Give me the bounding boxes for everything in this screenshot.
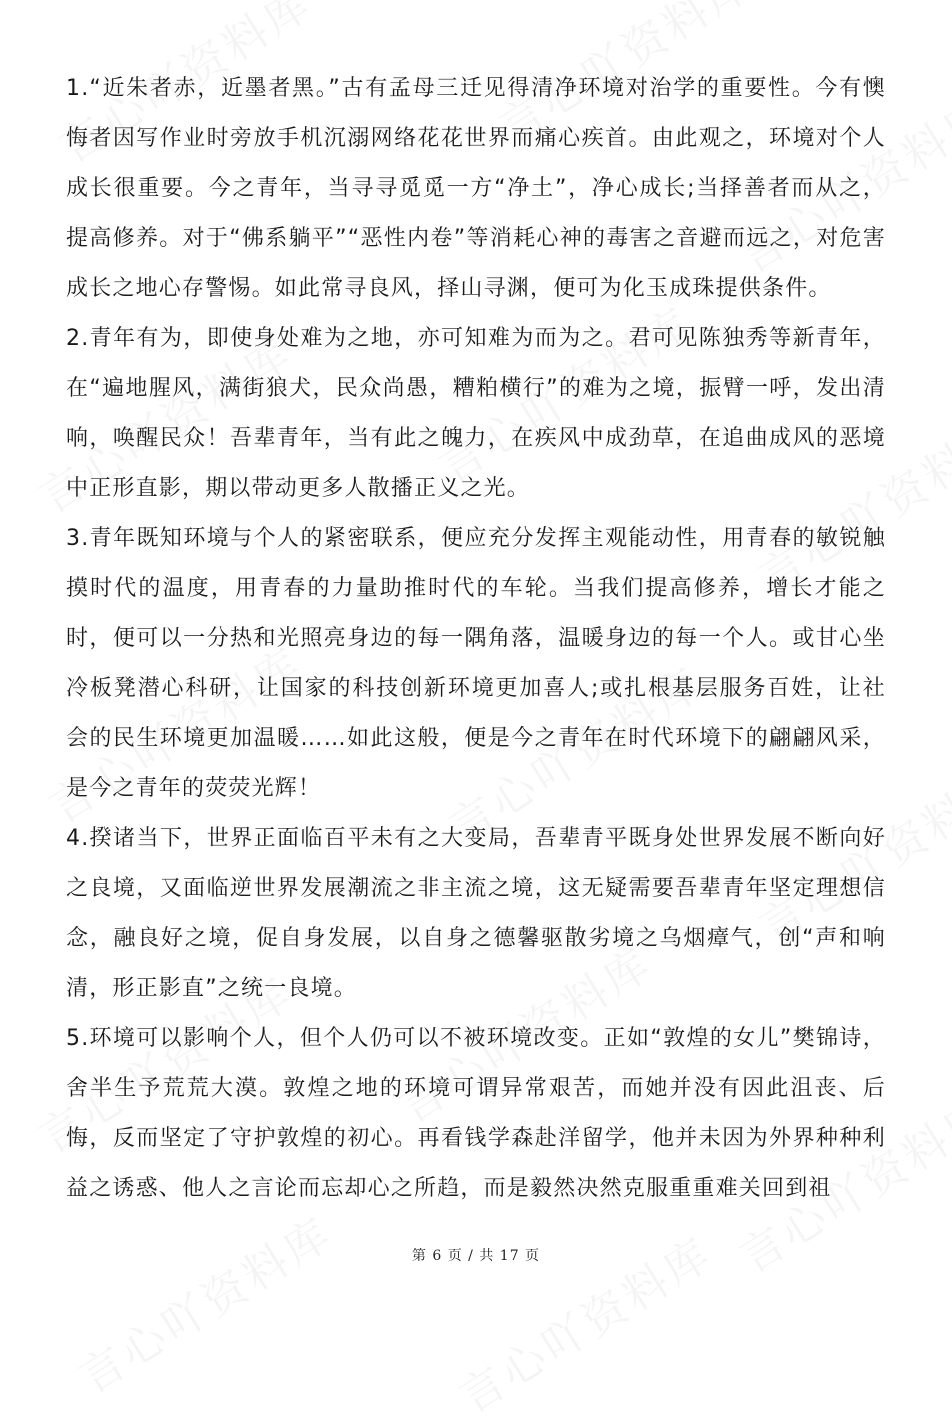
paragraph-5: 5.环境可以影响个人，但个人仍可以不被环境改变。正如“敦煌的女儿”樊锦诗，舍半生予荒荒大漠。敦煌之地的环境可谓异常艰苦，而她并没有因此沮丧、后悔，反而坚定了守护敦煌的初心。再看钱学森赴洋留学，他并未因为外界种种利益之诱惑、他人之言论而忘却心之所趋，而是毅然决然克服重重难关回到祖 [66,1026,886,1201]
paragraph-1: 1.“近朱者赤，近墨者黑。”古有孟母三迁见得清净环境对治学的重要性。今有懊悔者因写作业时旁放手机沉溺网络花花世界而痛心疾首。由此观之，环境对个人成长很重要。今之青年，当寻寻觅觅一方“净土”，净心成长;当择善者而从之，提高修养。对于“佛系躺平”“恶性内卷”等消耗心神的毒害之音避而远之，对危害成长之地心存警惕。如此常寻良风，择山寻渊，便可为化玉成珠提供条件。 [66,76,886,301]
page-number-footer: 第 6 页 / 共 17 页 [411,1248,541,1264]
document-body [66,64,886,1214]
paragraph-4: 4.揆诸当下，世界正面临百平未有之大变局，吾辈青平既身处世界发展不断向好之良境，又面临逆世界发展潮流之非主流之境，这无疑需要吾辈青年坚定理想信念，融良好之境，促自身发展，以自身之德馨驱散劣境之乌烟瘴气，创“声和响清，形正影直”之统一良境。 [66,826,886,1001]
paragraph-2: 2.青年有为，即使身处难为之地，亦可知难为而为之。君可见陈独秀等新青年，在“遍地腥风，满街狼犬，民众尚愚，糟粕横行”的难为之境，振臂一呼，发出清响，唤醒民众！吾辈青年，当有此之魄力，在疾风中成劲草，在追曲成风的恶境中正形直影，期以带动更多人散播正义之光。 [66,326,886,501]
paragraph-3: 3.青年既知环境与个人的紧密联系，便应充分发挥主观能动性，用青春的敏锐触摸时代的温度，用青春的力量助推时代的车轮。当我们提高修养，增长才能之时，便可以一分热和光照亮身边的每一隅角落，温暖身边的每一个人。或甘心坐冷板凳潜心科研，让国家的科技创新环境更加喜人;或扎根基层服务百姓，让社会的民生环境更加温暖……如此这般，便是今之青年在时代环境下的翩翩风采，是今之青年的荧荧光辉！ [66,526,886,801]
watermark [65,1199,343,1406]
